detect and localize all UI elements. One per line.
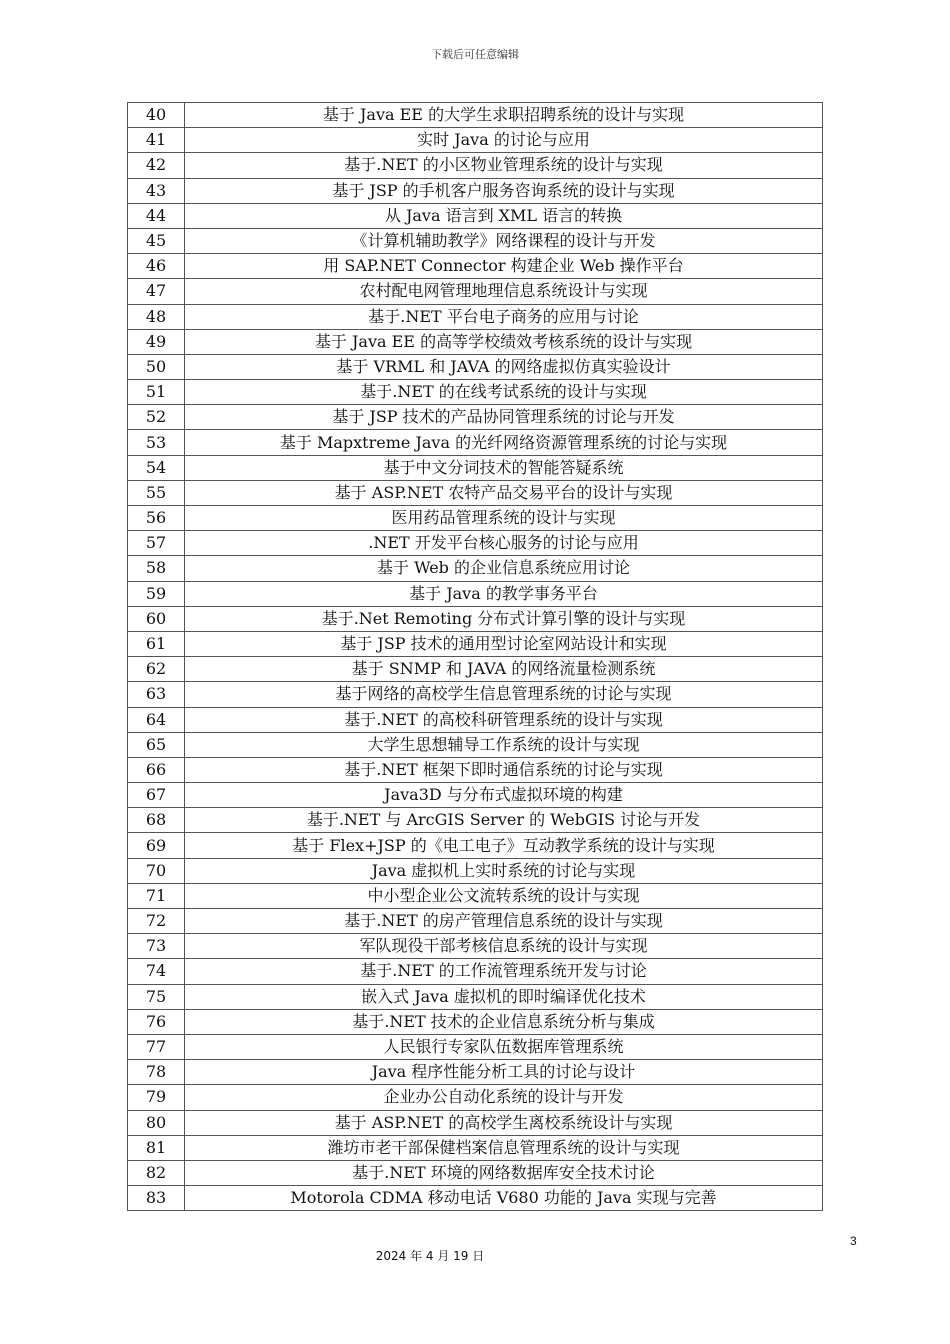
row-number: 63 xyxy=(128,682,185,707)
topic-table xyxy=(127,102,823,1211)
row-number: 49 xyxy=(128,329,185,354)
row-number: 53 xyxy=(128,430,185,455)
table-row xyxy=(128,1034,823,1059)
row-title: 嵌入式 Java 虚拟机的即时编译优化技术 xyxy=(185,984,823,1009)
row-number: 73 xyxy=(128,934,185,959)
row-title: 基于.NET 技术的企业信息系统分析与集成 xyxy=(185,1009,823,1034)
row-title: 基于.Net Remoting 分布式计算引擎的设计与实现 xyxy=(185,606,823,631)
table-row xyxy=(128,732,823,757)
table-row xyxy=(128,203,823,228)
row-number: 42 xyxy=(128,153,185,178)
table-row xyxy=(128,606,823,631)
table-row xyxy=(128,909,823,934)
row-number: 41 xyxy=(128,128,185,153)
table-row xyxy=(128,1135,823,1160)
row-title: 基于 JSP 技术的产品协同管理系统的讨论与开发 xyxy=(185,405,823,430)
row-title: 基于.NET 的房产管理信息系统的设计与实现 xyxy=(185,909,823,934)
table-row xyxy=(128,707,823,732)
row-title: 基于 Java 的教学事务平台 xyxy=(185,581,823,606)
row-title: Java3D 与分布式虚拟环境的构建 xyxy=(185,783,823,808)
table-row xyxy=(128,254,823,279)
row-number: 55 xyxy=(128,480,185,505)
table-row xyxy=(128,279,823,304)
row-number: 74 xyxy=(128,959,185,984)
row-title: 基于网络的高校学生信息管理系统的讨论与实现 xyxy=(185,682,823,707)
row-title: 实时 Java 的讨论与应用 xyxy=(185,128,823,153)
table-row xyxy=(128,833,823,858)
row-number: 78 xyxy=(128,1060,185,1085)
row-number: 60 xyxy=(128,606,185,631)
row-number: 75 xyxy=(128,984,185,1009)
table-row xyxy=(128,531,823,556)
row-title: 基于.NET 平台电子商务的应用与讨论 xyxy=(185,304,823,329)
row-title: 基于.NET 框架下即时通信系统的讨论与实现 xyxy=(185,757,823,782)
row-title: 基于.NET 环境的网络数据库安全技术讨论 xyxy=(185,1160,823,1185)
table-row xyxy=(128,783,823,808)
table-row xyxy=(128,455,823,480)
row-number: 43 xyxy=(128,178,185,203)
row-title: .NET 开发平台核心服务的讨论与应用 xyxy=(185,531,823,556)
table-row xyxy=(128,329,823,354)
row-number: 46 xyxy=(128,254,185,279)
table-row xyxy=(128,808,823,833)
row-title: 基于 SNMP 和 JAVA 的网络流量检测系统 xyxy=(185,657,823,682)
table-row xyxy=(128,178,823,203)
row-title: 基于 JSP 技术的通用型讨论室网站设计和实现 xyxy=(185,631,823,656)
row-title: 基于 Web 的企业信息系统应用讨论 xyxy=(185,556,823,581)
row-title: 医用药品管理系统的设计与实现 xyxy=(185,506,823,531)
row-number: 59 xyxy=(128,581,185,606)
row-title: 基于 JSP 的手机客户服务咨询系统的设计与实现 xyxy=(185,178,823,203)
row-number: 62 xyxy=(128,657,185,682)
row-title: 基于 Flex+JSP 的《电工电子》互动教学系统的设计与实现 xyxy=(185,833,823,858)
row-title: 军队现役干部考核信息系统的设计与实现 xyxy=(185,934,823,959)
table-row xyxy=(128,556,823,581)
row-number: 82 xyxy=(128,1160,185,1185)
row-number: 83 xyxy=(128,1186,185,1211)
row-title: 基于中文分词技术的智能答疑系统 xyxy=(185,455,823,480)
row-title: Java 虚拟机上实时系统的讨论与实现 xyxy=(185,858,823,883)
row-number: 61 xyxy=(128,631,185,656)
table-row xyxy=(128,959,823,984)
table-row xyxy=(128,984,823,1009)
table-row xyxy=(128,657,823,682)
table-row xyxy=(128,480,823,505)
table-row xyxy=(128,405,823,430)
row-title: 基于.NET 的高校科研管理系统的设计与实现 xyxy=(185,707,823,732)
table-row xyxy=(128,128,823,153)
row-title: 基于 VRML 和 JAVA 的网络虚拟仿真实验设计 xyxy=(185,354,823,379)
row-title: 基于 Mapxtreme Java 的光纤网络资源管理系统的讨论与实现 xyxy=(185,430,823,455)
table-row xyxy=(128,858,823,883)
row-title: 中小型企业公文流转系统的设计与实现 xyxy=(185,883,823,908)
table-row xyxy=(128,1186,823,1211)
table-row xyxy=(128,581,823,606)
row-title: 基于.NET 的在线考试系统的设计与实现 xyxy=(185,380,823,405)
table-row xyxy=(128,1009,823,1034)
row-title: 基于 ASP.NET 农特产品交易平台的设计与实现 xyxy=(185,480,823,505)
row-title: 人民银行专家队伍数据库管理系统 xyxy=(185,1034,823,1059)
row-number: 66 xyxy=(128,757,185,782)
page-header: 下载后可任意编辑 xyxy=(431,48,519,61)
row-number: 51 xyxy=(128,380,185,405)
row-title: 基于 Java EE 的大学生求职招聘系统的设计与实现 xyxy=(185,103,823,128)
row-title: 用 SAP.NET Connector 构建企业 Web 操作平台 xyxy=(185,254,823,279)
table-row xyxy=(128,1110,823,1135)
row-title: 潍坊市老干部保健档案信息管理系统的设计与实现 xyxy=(185,1135,823,1160)
row-number: 48 xyxy=(128,304,185,329)
row-number: 68 xyxy=(128,808,185,833)
row-number: 52 xyxy=(128,405,185,430)
row-number: 72 xyxy=(128,909,185,934)
row-number: 56 xyxy=(128,506,185,531)
row-number: 67 xyxy=(128,783,185,808)
table-row xyxy=(128,354,823,379)
row-title: 基于.NET 的小区物业管理系统的设计与实现 xyxy=(185,153,823,178)
row-number: 79 xyxy=(128,1085,185,1110)
row-title: 农村配电网管理地理信息系统设计与实现 xyxy=(185,279,823,304)
row-title: 基于.NET 与 ArcGIS Server 的 WebGIS 讨论与开发 xyxy=(185,808,823,833)
table-row xyxy=(128,1160,823,1185)
row-title: 基于 Java EE 的高等学校绩效考核系统的设计与实现 xyxy=(185,329,823,354)
table-row xyxy=(128,934,823,959)
table-row xyxy=(128,506,823,531)
row-title: Java 程序性能分析工具的讨论与设计 xyxy=(185,1060,823,1085)
table-row xyxy=(128,430,823,455)
row-number: 54 xyxy=(128,455,185,480)
table-row xyxy=(128,682,823,707)
row-title: 大学生思想辅导工作系统的设计与实现 xyxy=(185,732,823,757)
row-number: 80 xyxy=(128,1110,185,1135)
row-number: 64 xyxy=(128,707,185,732)
row-number: 71 xyxy=(128,883,185,908)
row-number: 70 xyxy=(128,858,185,883)
row-number: 69 xyxy=(128,833,185,858)
row-number: 81 xyxy=(128,1135,185,1160)
row-number: 47 xyxy=(128,279,185,304)
row-number: 76 xyxy=(128,1009,185,1034)
table-row xyxy=(128,1060,823,1085)
row-number: 57 xyxy=(128,531,185,556)
row-number: 58 xyxy=(128,556,185,581)
row-title: Motorola CDMA 移动电话 V680 功能的 Java 实现与完善 xyxy=(185,1186,823,1211)
row-number: 50 xyxy=(128,354,185,379)
table-row xyxy=(128,1085,823,1110)
row-title: 从 Java 语言到 XML 语言的转换 xyxy=(185,203,823,228)
table-row xyxy=(128,228,823,253)
page-number: 3 xyxy=(850,1234,857,1248)
row-number: 45 xyxy=(128,228,185,253)
table-row xyxy=(128,153,823,178)
table-row xyxy=(128,380,823,405)
table-row xyxy=(128,304,823,329)
topic-table-body xyxy=(128,103,823,1211)
table-row xyxy=(128,757,823,782)
row-title: 基于 ASP.NET 的高校学生离校系统设计与实现 xyxy=(185,1110,823,1135)
row-title: 基于.NET 的工作流管理系统开发与讨论 xyxy=(185,959,823,984)
table-row xyxy=(128,883,823,908)
row-title: 《计算机辅助教学》网络课程的设计与开发 xyxy=(185,228,823,253)
row-number: 40 xyxy=(128,103,185,128)
row-title: 企业办公自动化系统的设计与开发 xyxy=(185,1085,823,1110)
table-row xyxy=(128,103,823,128)
row-number: 44 xyxy=(128,203,185,228)
row-number: 77 xyxy=(128,1034,185,1059)
row-number: 65 xyxy=(128,732,185,757)
table-row xyxy=(128,631,823,656)
page-footer-date: 2024 年 4 月 19 日 xyxy=(375,1249,485,1263)
